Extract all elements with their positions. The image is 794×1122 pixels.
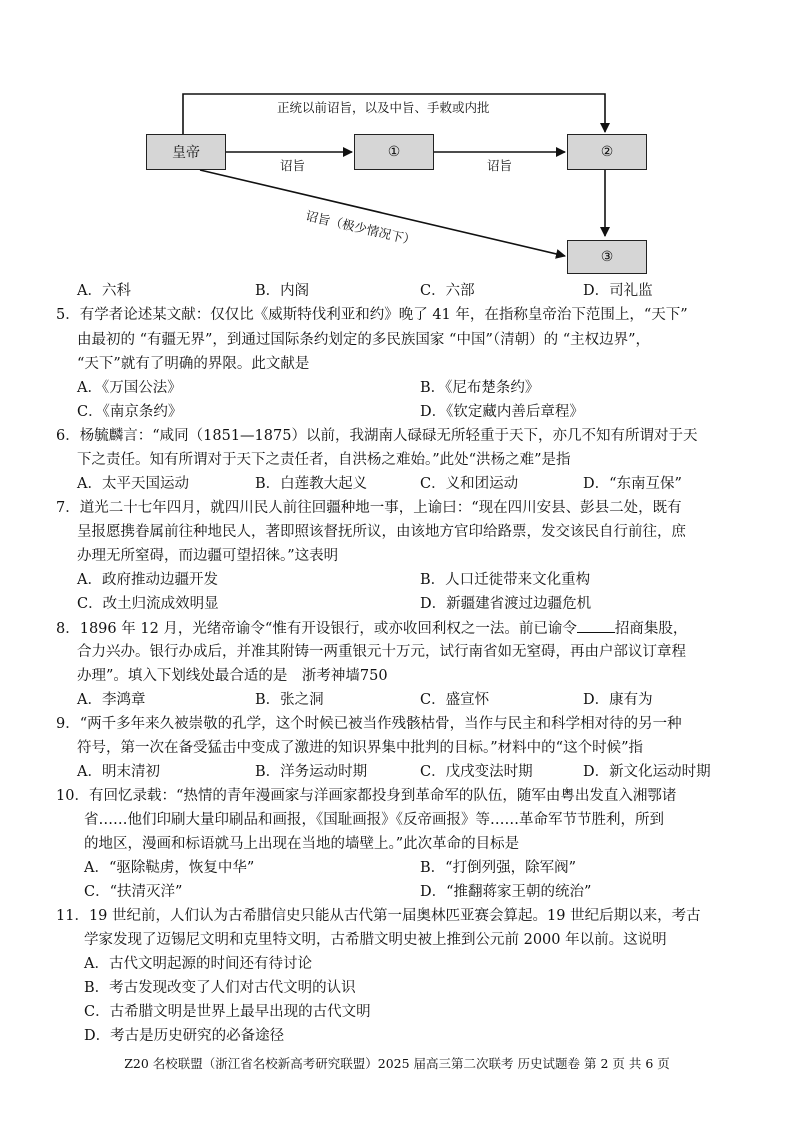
q9-option-c[interactable]: C．戊戌变法时期 xyxy=(420,764,533,780)
q8-line-1-before: 8．1896 年 12 月，光绪帝谕令“惟有开设银行，或亦收回利权之一法。前已谕令 xyxy=(56,621,577,637)
q10-option-b[interactable]: B．“打倒列强，除军阀” xyxy=(420,860,576,876)
q11-line-1: 11．19 世纪前，人们认为古希腊信史只能从古代第一届奥林匹亚赛会算起。19 世纪后期以来，考古 xyxy=(56,908,701,924)
q5-option-d[interactable]: D．《钦定藏内善后章程》 xyxy=(420,404,584,420)
q9-option-b[interactable]: B．洋务运动时期 xyxy=(255,764,368,780)
q4-option-a[interactable]: A．六科 xyxy=(77,283,131,299)
q5-option-a[interactable]: A．《万国公法》 xyxy=(77,380,182,396)
q7-line-1: 7．道光二十七年四月，就四川民人前往回疆种地一事，上谕曰：“现在四川安县、彭县二处，既有 xyxy=(56,500,682,516)
q10-line-2: 省……他们印刷大量印刷品和画报，《国耻画报》《反帝画报》等……革命军节节胜利，所到 xyxy=(84,812,664,828)
q9-option-d[interactable]: D．新文化运动时期 xyxy=(583,764,711,780)
q10-option-a[interactable]: A．“驱除鞑虏，恢复中华” xyxy=(84,860,255,876)
q8-option-c[interactable]: C．盛宣怀 xyxy=(420,692,490,708)
q8-option-d[interactable]: D．康有为 xyxy=(583,692,653,708)
emperor-label: 皇帝 xyxy=(172,145,200,161)
q5-option-b[interactable]: B．《尼布楚条约》 xyxy=(420,380,540,396)
q4-option-c[interactable]: C．六部 xyxy=(420,283,475,299)
q7-option-c[interactable]: C．改土归流成效明显 xyxy=(77,596,219,612)
q10-option-c[interactable]: C．“扶清灭洋” xyxy=(84,884,183,900)
q5-option-c[interactable]: C．《南京条约》 xyxy=(77,404,183,420)
q6-line-1: 6．杨毓麟言：“咸同（1851—1875）以前，我湖南人碌碌无所轻重于天下，亦几不知有所谓对于天 xyxy=(56,428,698,444)
top-route-label: 正统以前诏旨，以及中旨、手敕或内批 xyxy=(277,100,490,115)
q11-option-b[interactable]: B．考古发现改变了人们对古代文明的认识 xyxy=(84,980,356,996)
q5-line-2: 由最初的 “有疆无界”，到通过国际条约划定的多民族国家 “中国”（清朝）的 “主权边界”， xyxy=(77,332,651,348)
q11-option-d[interactable]: D．考古是历史研究的必备途径 xyxy=(84,1028,285,1044)
edict-label-2: 诏旨 xyxy=(487,158,513,173)
q7-line-3: 办理无所窒碍，而边疆可望招徕。”这表明 xyxy=(77,548,339,564)
q8-option-a[interactable]: A．李鸿章 xyxy=(77,692,146,708)
q10-option-d[interactable]: D．“推翻蒋家王朝的统治” xyxy=(420,884,592,900)
q6-option-a[interactable]: A．太平天国运动 xyxy=(77,476,189,492)
diag-route-label: 诏旨（极少情况下） xyxy=(304,207,418,248)
q10-line-1: 10．有回忆录载：“热情的青年漫画家与洋画家都投身到革命军的队伍，随军由粤出发直入湘鄂诸 xyxy=(56,788,677,804)
q10-line-3: 的地区，漫画和标语就马上出现在当地的墙壁上。”此次革命的目标是 xyxy=(84,836,520,852)
q8-line-1-after: 招商集股， xyxy=(614,621,688,637)
q6-line-2: 下之责任。知有所谓对于天下之责任者，自洪杨之难始。”此处“洪杨之难”是指 xyxy=(77,452,571,468)
q6-option-d[interactable]: D．“东南互保” xyxy=(583,476,682,492)
q6-option-c[interactable]: C．义和团运动 xyxy=(420,476,519,492)
q8-option-b[interactable]: B．张之洞 xyxy=(255,692,324,708)
q7-option-a[interactable]: A．政府推动边疆开发 xyxy=(77,572,218,588)
q8-line-2: 合力兴办。银行办成后，并准其附铸一两重银元十万元，试行南省如无窒碍，再由户部议订章程 xyxy=(77,644,686,660)
box-1 xyxy=(354,134,434,170)
page-footer: Z20 名校联盟（浙江省名校新高考研究联盟）2025 届高三第二次联考 历史试题卷 第 2 页 共 6 页 xyxy=(124,1056,670,1071)
answer-blank xyxy=(577,618,615,633)
edict-flow-diagram xyxy=(140,78,660,278)
box-1-label: ① xyxy=(387,144,401,160)
q8-line-3: 办理”。填入下划线处最合适的是 浙考神墙750 xyxy=(77,668,388,684)
q7-option-d[interactable]: D．新疆建省渡过边疆危机 xyxy=(420,596,592,612)
q8-line-1 xyxy=(56,618,687,639)
emperor-box xyxy=(146,134,226,170)
q7-option-b[interactable]: B．人口迁徙带来文化重构 xyxy=(420,572,591,588)
box-2 xyxy=(567,134,647,170)
box-3-label: ③ xyxy=(600,249,614,265)
q4-option-d[interactable]: D．司礼监 xyxy=(583,283,653,299)
q5-line-3: “天下”就有了明确的界限。此文献是 xyxy=(77,356,310,372)
q9-line-1: 9．“两千多年来久被崇敬的孔学，这个时候已被当作残骸枯骨，当作与民主和科学相对待的另一种 xyxy=(56,716,682,732)
q9-line-2: 符号，第一次在备受猛击中变成了激进的知识界集中批判的目标。”材料中的“这个时候”指 xyxy=(77,740,643,756)
box-2-label: ② xyxy=(600,144,614,160)
q7-line-2: 呈报愿携眷属前往种地民人，著即照该督抚所议，由该地方官印给路票，发交该民自行前往，庶 xyxy=(77,524,686,540)
q5-line-1: 5．有学者论述某文献：仅仅比《威斯特伐利亚和约》晚了 41 年，在指称皇帝治下范围上，“天下” xyxy=(56,307,688,323)
q4-option-b[interactable]: B．内阁 xyxy=(255,283,310,299)
q11-option-a[interactable]: A．古代文明起源的时间还有待讨论 xyxy=(84,956,312,972)
box-3 xyxy=(567,240,647,274)
edict-label-1: 诏旨 xyxy=(280,158,306,173)
q11-line-2: 学家发现了迈锡尼文明和克里特文明，古希腊文明史被上推到公元前 2000 年以前。这说明 xyxy=(84,932,667,948)
q6-option-b[interactable]: B．白莲教大起义 xyxy=(255,476,368,492)
q11-option-c[interactable]: C．古希腊文明是世界上最早出现的古代文明 xyxy=(84,1004,371,1020)
q9-option-a[interactable]: A．明末清初 xyxy=(77,764,160,780)
